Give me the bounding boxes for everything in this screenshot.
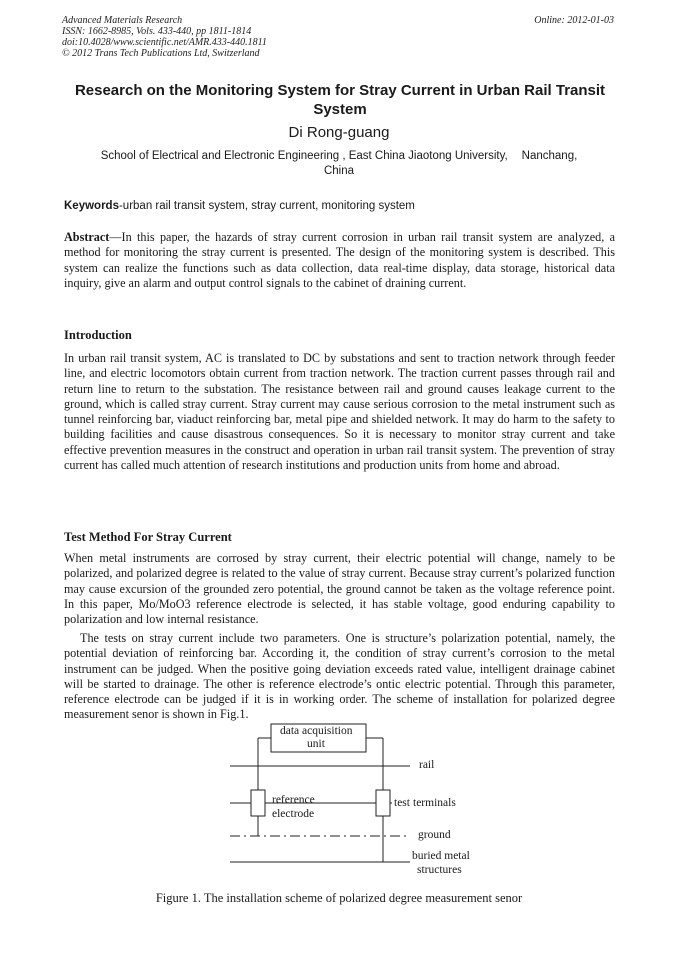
figure-1-installation-scheme [0, 720, 678, 890]
ground-label: ground [418, 829, 451, 841]
terminals-label: terminals [413, 797, 456, 809]
abstract-label: Abstract [64, 230, 110, 244]
figure-caption: Figure 1. The installation scheme of polarized degree measurement senor [155, 891, 523, 905]
installation-scheme-diagram [0, 720, 678, 890]
abstract [64, 230, 615, 291]
section-heading-introduction: Introduction [64, 328, 132, 342]
affiliation-city: Nanchang, [521, 150, 578, 162]
keywords [64, 199, 624, 213]
paper-author: Di Rong-guang [288, 124, 390, 141]
abstract-text: —In this paper, the hazards of stray current corrosion in urban rail transit system are analyzed, a method for monitoring the stray current is presented. The design of the monitoring system is described. This system can realize the functions such as data collection, data real-time display, data storage, historical data inquiry, give an alarm and output control signals to the cabinet of draining current. [64, 230, 615, 290]
reference-label-line2: electrode [272, 808, 315, 820]
author-affiliation [66, 149, 612, 179]
journal-doi[interactable]: doi:10.4028/www.scientific.net/AMR.433-440.1811 [62, 37, 267, 48]
affiliation-country: China [323, 165, 355, 177]
online-date: Online: 2012-01-03 [534, 15, 614, 26]
section-heading-test-method: Test Method For Stray Current [64, 530, 232, 544]
test-method-paragraph-1: When metal instruments are corrosed by stray current, their electric potential will change, namely to be polarized, and polarized degree is related to the value of stray current. Because stray current’s polarized function may cause excursion of the grounded zero potential, the ground cannot be taken as the voltage reference point. In this paper, Mo/MoO3 reference electrode is selected, it has stable voltage, good enduring capability to polarization and low internal resistance. [64, 551, 615, 627]
paper-title: Research on the Monitoring System for Stray Current in Urban Rail Transit System [74, 82, 606, 118]
test-terminal [376, 790, 390, 816]
buried-label-line2: structures [417, 864, 462, 876]
journal-name: Advanced Materials Research [62, 15, 183, 26]
affiliation-school: School of Electrical and Electronic Engineering , East China Jiaotong University, [100, 150, 508, 162]
journal-issn: ISSN: 1662-8985, Vols. 433-440, pp 1811-1814 [62, 26, 252, 37]
keywords-text: -urban rail transit system, stray current, monitoring system [118, 200, 415, 212]
keywords-label: Keywords [64, 200, 119, 212]
journal-header [62, 15, 622, 59]
test-label: test [394, 797, 410, 809]
reference-electrode [251, 790, 265, 816]
rail-label: rail [419, 759, 435, 771]
introduction-paragraph: In urban rail transit system, AC is translated to DC by substations and sent to traction network through feeder line, and electric locomotors obtain current from traction network. The traction current passes through rail and return line to return to the substation. The resistance between rail and ground causes leakage current to the ground, which is called stray current. Stray current may cause serious corrosion to the metal instrument such as tunnel reinforcing bar, viaduct reinforcing bar, metal pipe and shielded network. It may do harm to the safety to building facilities and cause disastrous consequences. So it is necessary to monitor stray current and take effective prevention measures in the construct and operation in urban rail transit system. The prevention of stray current has called much attention of research institutions and production units from home and abroad. [64, 351, 615, 473]
box-label-line1: data acquisition [280, 725, 353, 737]
test-method-paragraph-2: The tests on stray current include two parameters. One is structure’s polarization potential, namely, the potential deviation of reinforcing bar. According it, the condition of stray current’s corrosion to the metal instrument can be judged. When the positive going deviation exceeds rated value, intelligent drainage cabinet will be started to drainage. The other is reference electrode’s ontic electric potential. Through this parameter, reference electrode can be judged if it is in working order. The scheme of installation for polarized degree measurement senor is shown in Fig.1. [64, 631, 615, 722]
buried-label-line1: buried metal [412, 850, 470, 862]
box-label-line2: unit [307, 738, 325, 750]
journal-copyright: © 2012 Trans Tech Publications Ltd, Switzerland [62, 48, 260, 59]
reference-label-line1: reference [272, 794, 315, 806]
